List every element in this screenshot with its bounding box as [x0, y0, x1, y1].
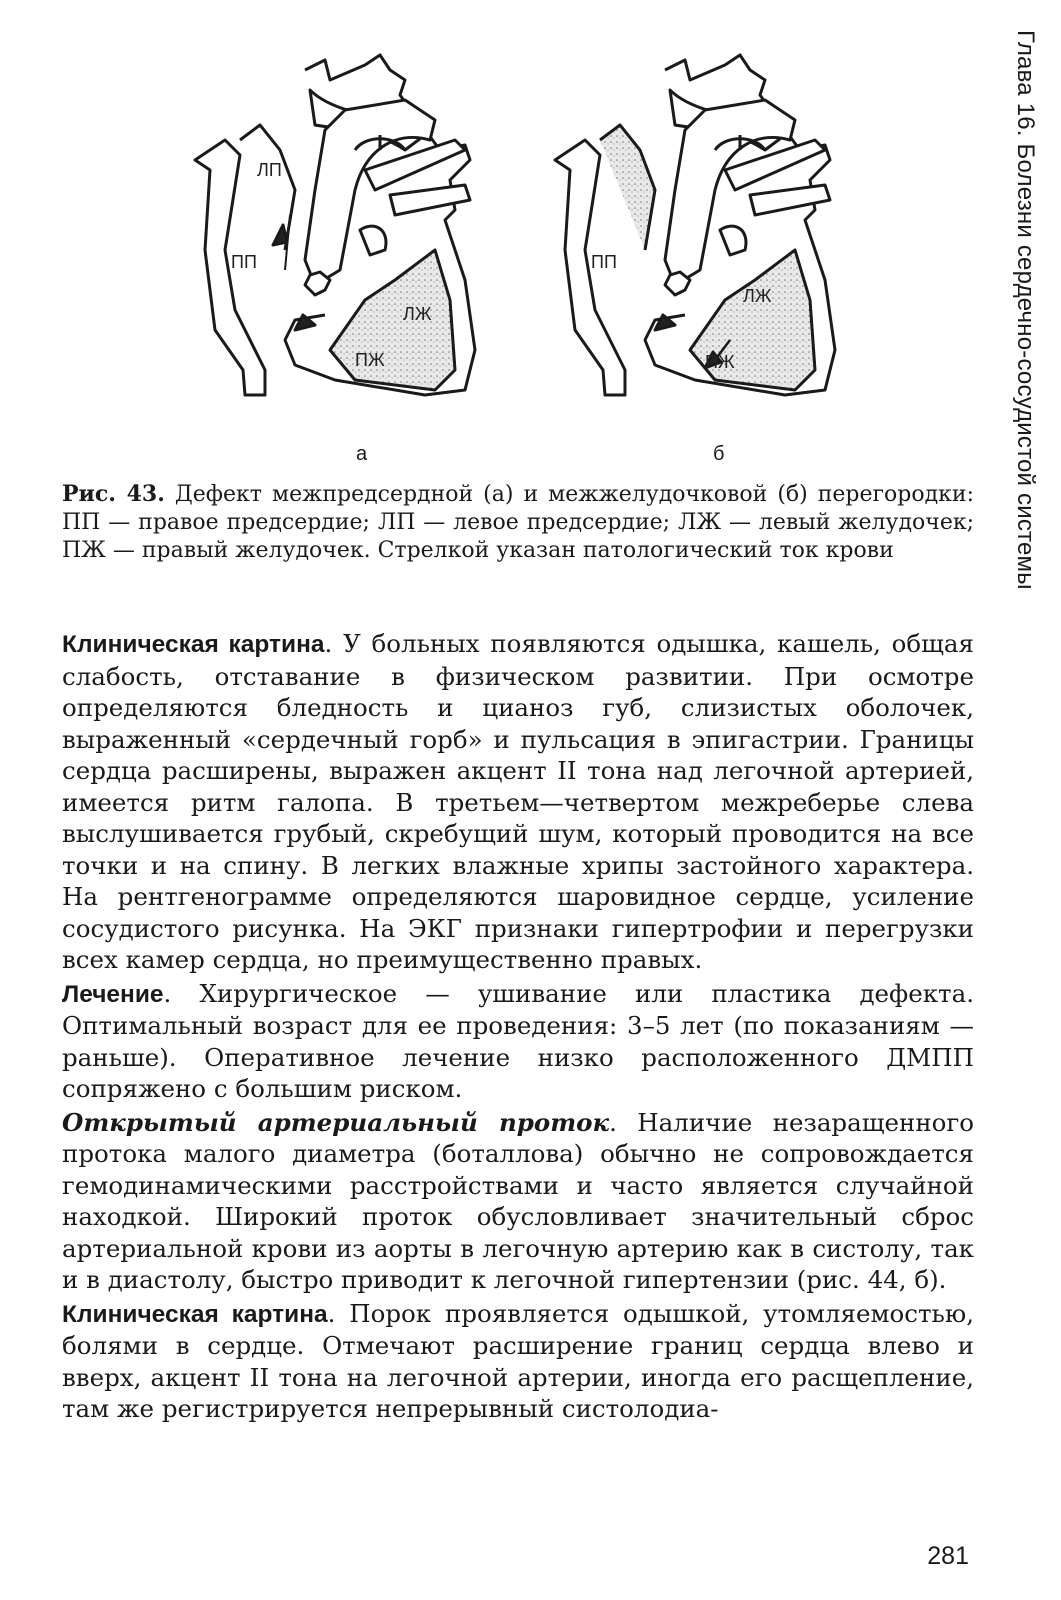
figure-letter-a: а [356, 443, 368, 465]
label-a-pp: ПП [231, 252, 257, 272]
paragraph [62, 1298, 974, 1425]
label-b-lzh: ЛЖ [743, 286, 772, 306]
page-number: 281 [927, 1542, 969, 1570]
label-a-pzh: ПЖ [355, 350, 385, 370]
paragraph [62, 1107, 974, 1296]
figure-caption [62, 480, 974, 565]
paragraph-term: Клиническая картина [62, 1300, 328, 1328]
running-head: Глава 16. Болезни сердечно-сосудистой системы [1012, 30, 1039, 590]
label-a-lp: ЛП [257, 160, 282, 180]
paragraph [62, 978, 974, 1105]
caption-text: Дефект межпредсердной (а) и межжелудочковой (б) перегородки: ПП — правое предсердие; ЛП — левое предсердие; ЛЖ — левый желудочек; ПЖ — правый желудочек. Стрелкой указан патологический ток крови [62, 482, 974, 563]
label-a-lzh: ЛЖ [403, 304, 432, 324]
paragraph-text: . У больных появляются одышка, кашель, общая слабость, отставание в физическом развитии. При осмотре определяются бледность и цианоз губ, слизистых оболочек, выраженный «сердечный горб» и пульсация в эпигастрии. Границы сердца расширены, выражен акцент II тона над легочной артерией, имеется ритм галопа. В третьем—четвертом межреберье слева выслушивается грубый, скребущий шум, который проводится на все точки и на спину. В легких влажные хрипы застойного характера. На рентгенограмме определяются шаровидное сердце, усиление сосудистого рисунка. На ЭКГ признаки гипертрофии и перегрузки всех камер сердца, но преимущественно правых. [62, 629, 974, 974]
paragraph-text: . Наличие незаращенного протока малого диаметра (боталлова) обычно не сопровождается гемодинамическими расстройствами и часто является случайной находкой. Широкий проток обусловливает значительный сброс артериальной крови из аорты в легочную артерию как в систолу, так и в диастолу, быстро приводит к легочной гипертензии (рис. 44, б). [62, 1107, 974, 1294]
heart-diagrams [165, 50, 845, 470]
label-b-pp: ПП [591, 252, 617, 272]
caption-lead: Рис. 43. [62, 481, 165, 507]
paragraph [62, 628, 974, 976]
heart-diagram-b [555, 55, 835, 395]
figure-43 [165, 50, 845, 470]
body-text [62, 628, 974, 1425]
paragraph-term: Лечение [62, 980, 164, 1008]
paragraph-text: . Хирургическое — ушивание или пластика дефекта. Оптимальный возраст для ее проведения: 3–5 лет (по показаниям — раньше). Оперативное лечение низко расположенного ДМПП сопряжено с большим риском. [62, 978, 974, 1103]
heart-diagram-a [195, 55, 475, 395]
label-b-pzh: ПЖ [705, 352, 735, 372]
paragraph-text: . Порок проявляется одышкой, утомляемостью, болями в сердце. Отмечают расширение границ сердца влево и вверх, акцент II тона на легочной артерии, иногда его расщепление, там же регистрируется непрерывный систолодиа- [62, 1298, 974, 1423]
paragraph-term: Клиническая картина [62, 631, 325, 658]
paragraph-term: Открытый артериальный проток [62, 1107, 610, 1137]
figure-letter-b: б [713, 443, 725, 465]
